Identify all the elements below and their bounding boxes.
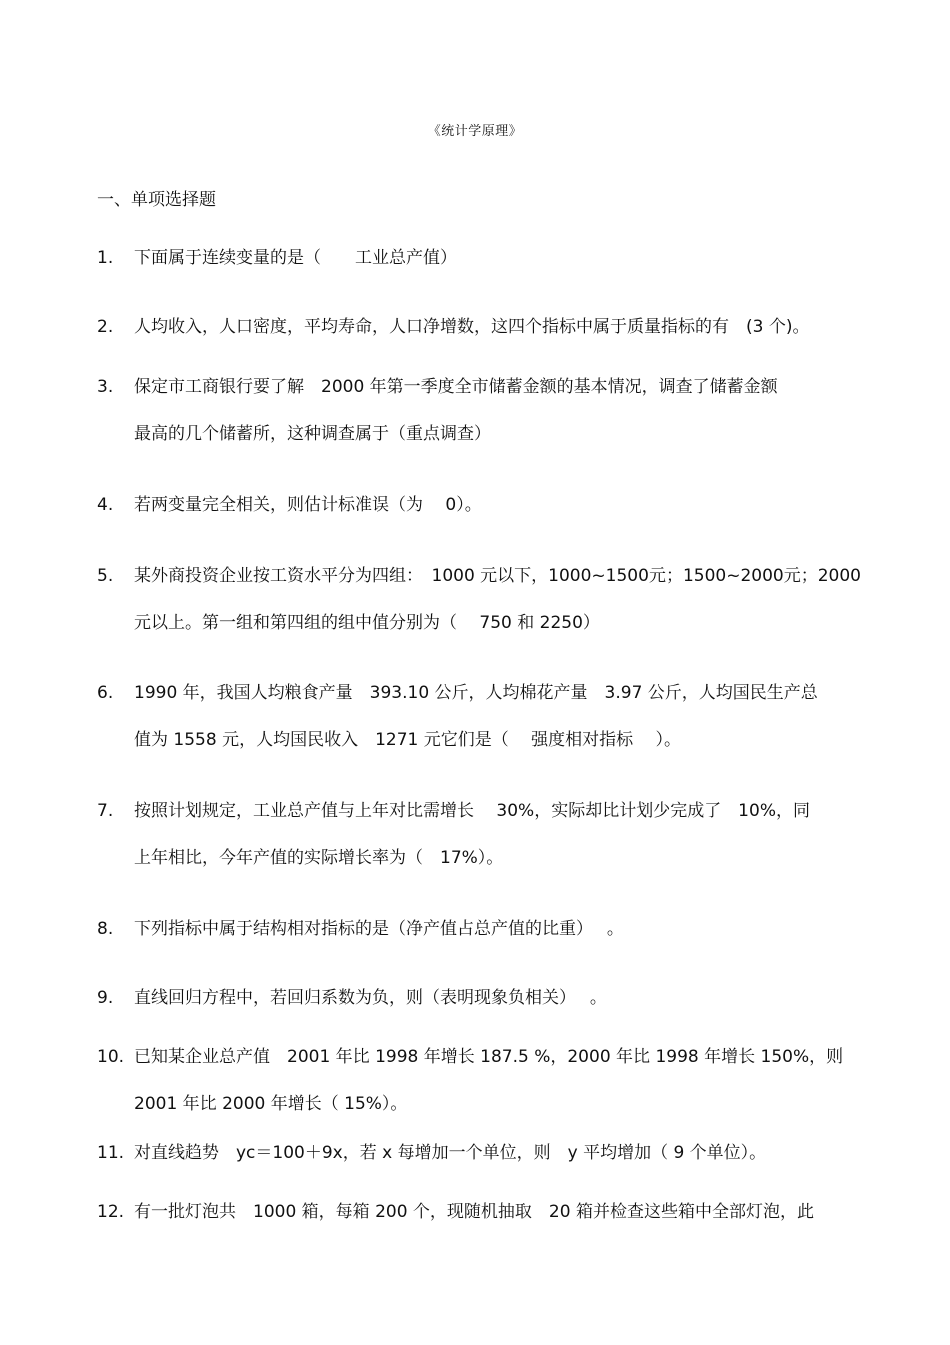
question-number: 4. <box>97 495 114 515</box>
question-number: 3. <box>97 377 114 397</box>
question-8 <box>97 906 867 953</box>
question-line: 值为 1558 元，人均国民收入 1271 元它们是（ 强度相对指标 ）。 <box>134 730 682 750</box>
question-6 <box>97 670 867 764</box>
question-line: 有一批灯泡共 1000 箱，每箱 200 个，现随机抽取 20 箱并检查这些箱中全部灯泡，此 <box>134 1202 814 1222</box>
question-number: 10. <box>97 1047 125 1067</box>
question-10 <box>97 1034 867 1128</box>
question-line: 元以上。第一组和第四组的组中值分别为（ 750 和 2250） <box>134 613 600 633</box>
question-line: 下列指标中属于结构相对指标的是（净产值占总产值的比重） 。 <box>134 919 624 939</box>
question-line: 直线回归方程中，若回归系数为负，则（表明现象负相关） 。 <box>134 988 607 1008</box>
question-7 <box>97 788 867 882</box>
question-number: 7. <box>97 801 114 821</box>
question-line: 人均收入，人口密度，平均寿命，人口净增数，这四个指标中属于质量指标的有 (3 个)。 <box>134 317 810 337</box>
question-number: 12. <box>97 1202 125 1222</box>
question-line: 2001 年比 2000 年增长（ 15%）。 <box>134 1094 408 1114</box>
question-line: 下面属于连续变量的是（ 工业总产值） <box>134 248 457 268</box>
question-2 <box>97 304 867 351</box>
question-12 <box>97 1189 867 1236</box>
question-number: 6. <box>97 683 114 703</box>
question-line: 最高的几个储蓄所，这种调查属于（重点调查） <box>134 424 491 444</box>
question-line: 某外商投资企业按工资水平分为四组： 1000 元以下，1000~1500元；1500~2000元；2000 <box>134 566 861 586</box>
question-line: 保定市工商银行要了解 2000 年第一季度全市储蓄金额的基本情况，调查了储蓄金额 <box>134 377 778 397</box>
question-5 <box>97 553 867 647</box>
question-3 <box>97 364 867 458</box>
question-line: 若两变量完全相关，则估计标准误（为 0）。 <box>134 495 482 515</box>
question-number: 2. <box>97 317 114 337</box>
question-number: 8. <box>97 919 114 939</box>
question-line: 1990 年，我国人均粮食产量 393.10 公斤，人均棉花产量 3.97 公斤，人均国民生产总 <box>134 683 818 703</box>
question-line: 已知某企业总产值 2001 年比 1998 年增长 187.5 %，2000 年比 1998 年增长 150%，则 <box>134 1047 844 1067</box>
question-11 <box>97 1130 867 1177</box>
question-9 <box>97 975 867 1022</box>
question-line: 对直线趋势 yc＝100＋9x，若 x 每增加一个单位，则 y 平均增加（ 9 个单位）。 <box>134 1143 767 1163</box>
question-line: 按照计划规定，工业总产值与上年对比需增长 30%，实际却比计划少完成了 10%，同 <box>134 801 810 821</box>
question-number: 11. <box>97 1143 125 1163</box>
question-number: 9. <box>97 988 114 1008</box>
section-heading: 一、单项选择题 <box>97 190 216 210</box>
question-number: 5. <box>97 566 114 586</box>
question-1 <box>97 235 867 282</box>
document-title: 《统计学原理》 <box>427 124 523 139</box>
question-line: 上年相比，今年产值的实际增长率为（ 17%）。 <box>134 848 504 868</box>
question-4 <box>97 482 867 529</box>
question-number: 1. <box>97 248 114 268</box>
